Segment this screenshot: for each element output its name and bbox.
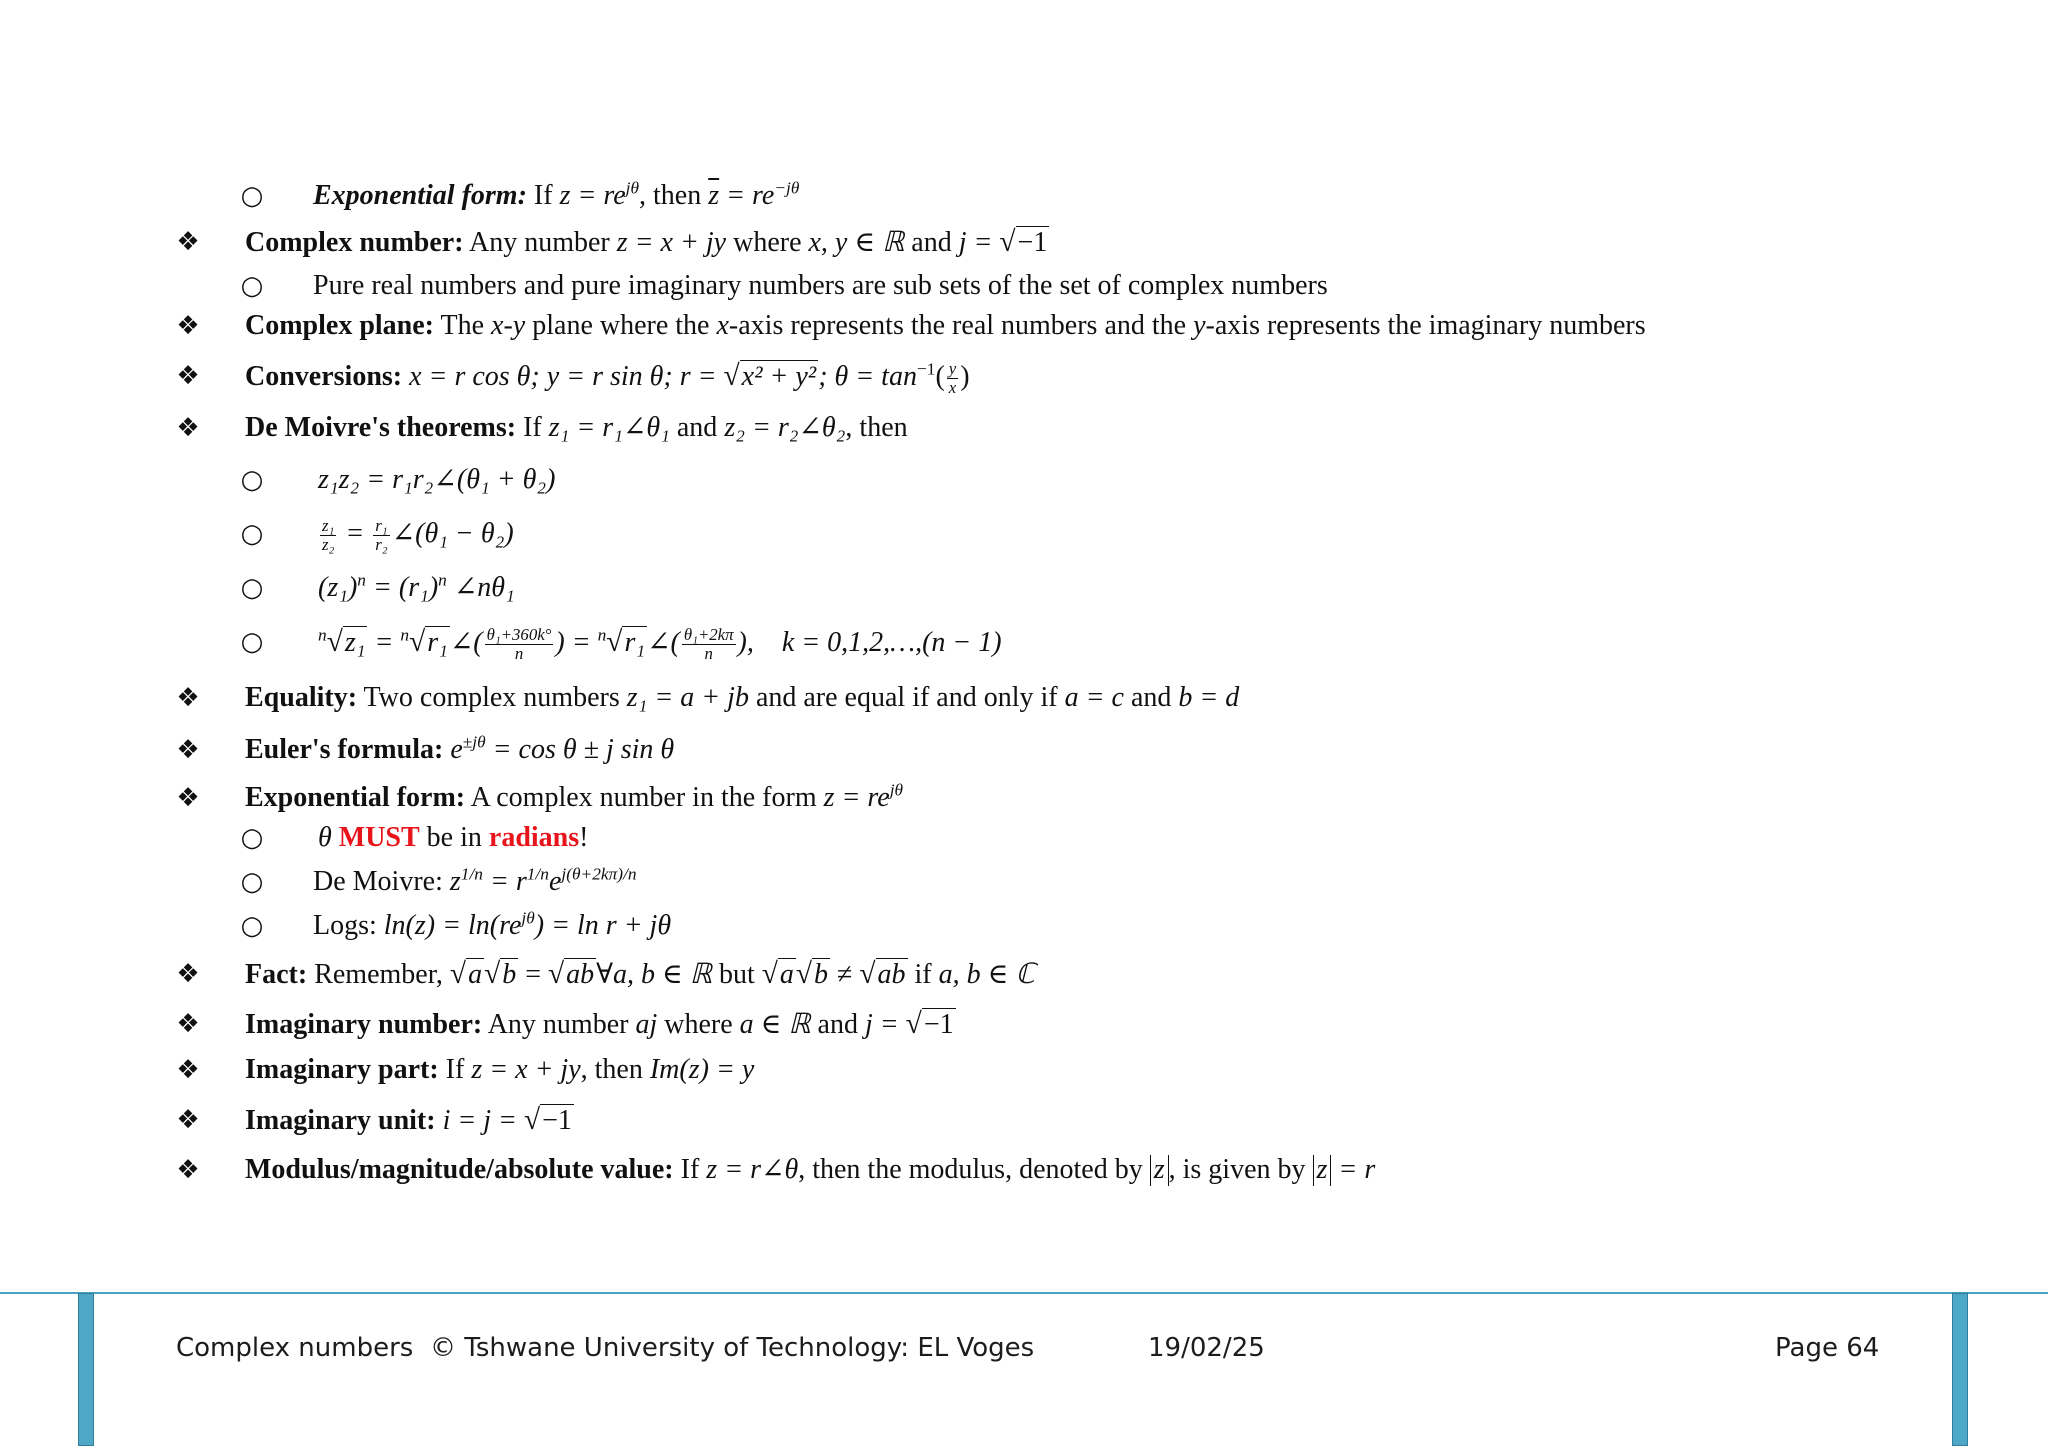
math: a, b ∈ ℂ bbox=[938, 958, 1035, 990]
math: = bbox=[367, 626, 401, 658]
math: z = x + jy bbox=[616, 226, 727, 258]
text: and are equal if and only if bbox=[748, 682, 1065, 713]
footer-date: 19/02/25 bbox=[1148, 1333, 1265, 1363]
math: = cos θ ± j sin θ bbox=[485, 734, 675, 765]
diamond-bullet-icon: ❖ bbox=[176, 683, 200, 713]
text: If bbox=[673, 1154, 707, 1185]
math: = bbox=[564, 626, 598, 658]
text: -axis represents the real numbers and the bbox=[728, 310, 1194, 341]
math: z₁ = r₁∠θ₁ bbox=[548, 412, 670, 443]
text: if bbox=[907, 958, 939, 990]
radicand: −1 bbox=[542, 1104, 572, 1136]
radical: √−1 bbox=[905, 1007, 954, 1040]
math: j = bbox=[958, 226, 1000, 258]
diamond-bullet-icon: ❖ bbox=[176, 1155, 200, 1185]
text: If bbox=[526, 180, 560, 211]
fraction bbox=[485, 626, 554, 662]
circle-bullet-icon: ○ bbox=[240, 181, 264, 211]
radicand: r₁ bbox=[427, 626, 448, 658]
numerator: θ₁+2kπ bbox=[683, 624, 734, 644]
math: ) bbox=[555, 626, 565, 658]
diamond-bullet-icon: ❖ bbox=[176, 311, 200, 341]
footer-title: Complex numbers bbox=[176, 1333, 414, 1363]
math-sup: j(θ+2kπ)/n bbox=[561, 864, 637, 884]
radicand: z₁ bbox=[344, 626, 366, 658]
circle-bullet-icon: ○ bbox=[240, 867, 264, 897]
term-label: Imaginary number: bbox=[245, 1008, 483, 1040]
radicand: a bbox=[779, 958, 794, 990]
math: b = d bbox=[1178, 682, 1240, 713]
text: where bbox=[657, 1008, 740, 1040]
math: ∠( bbox=[449, 626, 483, 658]
fraction bbox=[320, 517, 336, 553]
circle-bullet-icon: ○ bbox=[240, 519, 264, 549]
text: If bbox=[516, 412, 549, 443]
footer-copyright: © Tshwane University of Technology: EL Voges bbox=[430, 1333, 1035, 1363]
radicand: ab bbox=[877, 958, 906, 990]
radical: √b bbox=[484, 957, 517, 990]
footer-left-bar bbox=[78, 1293, 94, 1446]
math: aj bbox=[635, 1008, 658, 1040]
math-sup: jθ bbox=[625, 178, 640, 198]
math: = r bbox=[482, 866, 527, 897]
numerator: y bbox=[948, 358, 957, 378]
text: , is given by bbox=[1168, 1154, 1313, 1185]
text: - bbox=[503, 310, 513, 341]
math: = bbox=[518, 958, 548, 990]
footer-page-number: Page 64 bbox=[1775, 1333, 1880, 1363]
text: and bbox=[904, 226, 959, 258]
radical: √−1 bbox=[523, 1103, 572, 1136]
denominator: r₂ bbox=[375, 535, 388, 555]
radicand: −1 bbox=[923, 1008, 954, 1040]
math-conjugate: $\overline{z}$ bbox=[708, 180, 720, 211]
math-sup: n bbox=[357, 570, 366, 590]
math-sup: n bbox=[438, 570, 447, 590]
text: where bbox=[726, 226, 809, 258]
math: = r bbox=[1331, 1154, 1376, 1185]
fraction bbox=[373, 517, 389, 553]
term-label: Complex plane: bbox=[245, 310, 434, 341]
math: x bbox=[491, 310, 504, 341]
radicand: b bbox=[502, 958, 517, 990]
text: but bbox=[711, 958, 762, 990]
root-index: n bbox=[400, 625, 410, 645]
diamond-bullet-icon: ❖ bbox=[176, 413, 200, 443]
radicand: a bbox=[468, 958, 483, 990]
emphasis-text: MUST bbox=[338, 822, 420, 853]
page-body: ○ Exponential form: If $z = re^{j\theta}$, then $\overline{z} = re^{-j\theta}$ ❖ Complex number: Any number z = x + jy where x, y ∈ ℝ and j = √−1 ○ Pure real numbers and pure imaginary numbers are sub sets of the set of complex numbers ❖ Complex plane: The x-y plane where the x-axis represents the real numbers and the y-axis represents the imaginary numbers ❖ Conversions: x = r cos θ; y = r sin θ; r = √x² + y²; $\theta = \tan^{-1}$( $\frac{y}{x}$ ) ❖ De Moivre's theorems: If z₁ = r₁∠θ₁ and z₂ = r₂∠θ₂, then ○ z₁z₂ = r₁r₂∠(θ₁ + θ₂) ○ $\frac{\text{z₁}}{\text{z₂}}$ = $\frac{\text{r₁}}{\text{r₂}}$ ∠(θ₁ − θ₂) ○ $(z_1)^n = (r_1)^n$ ∠nθ₁ ○ $^n$√z₁ = $^n$√r₁∠( $\frac{\text{θ₁+360k°}}{n}$ ) = $^n$√r₁∠( $\frac{\text{θ₁+2kπ}}{n}$ ), k = 0,1,2,…,(n − 1) ❖ Equality: Two complex numbers z₁ = a + jb and are equal if and only if a = c and b = d ❖ Euler's formula: $e^{\pm j\theta} = \cos \theta \pm j$ sin θ ❖ Exponential form: A complex number in the form $z = re^{j\theta}$ ○ θ MUST be in radians! ○ De Moivre: $z^{1/n} = r^{1/n}e^{j(\theta+2k\pi)/n}$ ○ Logs: $\ln(z) = \ln(re^{j\theta}) = \ln r + j\theta$ ❖ Fact: Remember, √a√b = √ab∀a, b ∈ ℝ but √a√b ≠ √ab if a, b ∈ ℂ ❖ Imaginary number: Any number aj where a ∈ ℝ and j = √−1 ❖ Imaginary part: If z = x + jy, then Im(z) = y ❖ Imaginary unit: i = j = √−1 ❖ Modulus/magnitude/absolute value: If z = r∠θ, then the modulus, denoted by z , is given by z = r bbox=[0, 0, 2048, 1290]
math-sup: 1/n bbox=[460, 864, 483, 884]
text: , then bbox=[639, 180, 709, 211]
radical: √ab bbox=[859, 957, 906, 990]
text: , then bbox=[845, 412, 908, 443]
math: y bbox=[512, 310, 526, 341]
emphasis-text: radians bbox=[488, 822, 580, 853]
fraction bbox=[682, 626, 736, 662]
diamond-bullet-icon: ❖ bbox=[176, 1055, 200, 1085]
term-label: De Moivre's theorems: bbox=[245, 412, 517, 443]
text: -axis represents the imaginary numbers bbox=[1205, 310, 1646, 341]
text: plane where the bbox=[525, 310, 717, 341]
math-sup: 1/n bbox=[526, 864, 549, 884]
math: θ bbox=[318, 822, 332, 853]
diamond-bullet-icon: ❖ bbox=[176, 1009, 200, 1039]
radical: √b bbox=[795, 957, 829, 990]
term-label: Complex number: bbox=[245, 226, 464, 258]
math: a = c bbox=[1064, 682, 1124, 713]
math: = bbox=[338, 518, 372, 549]
term-label: Exponential form: bbox=[245, 782, 466, 813]
diamond-bullet-icon: ❖ bbox=[176, 361, 200, 391]
text: and bbox=[810, 1008, 865, 1040]
text: Logs: bbox=[313, 910, 384, 941]
fraction bbox=[947, 360, 958, 396]
text: Remember, bbox=[307, 958, 450, 990]
math: = (r₁) bbox=[365, 572, 439, 603]
text: A complex number in the form bbox=[465, 782, 824, 813]
text: , then bbox=[580, 1054, 650, 1085]
math: e bbox=[548, 866, 562, 897]
text: and bbox=[1123, 682, 1179, 713]
diamond-bullet-icon: ❖ bbox=[176, 227, 200, 257]
denominator: n bbox=[514, 643, 524, 663]
circle-bullet-icon: ○ bbox=[240, 573, 264, 603]
text: ! bbox=[579, 822, 589, 853]
radical: √r₁ bbox=[606, 625, 646, 658]
denominator: z₂ bbox=[322, 535, 335, 555]
denominator: n bbox=[704, 643, 713, 663]
math: z₂ = r₂∠θ₂ bbox=[724, 412, 846, 443]
math: z bbox=[449, 866, 461, 897]
math: x = r cos θ; y = r sin θ; r = bbox=[409, 360, 724, 392]
math: e bbox=[450, 734, 463, 765]
math: (z₁) bbox=[318, 572, 358, 603]
diamond-bullet-icon: ❖ bbox=[176, 1105, 200, 1135]
math: z₁ = a + jb bbox=[626, 682, 749, 713]
text: Pure real numbers and pure imaginary numbers are sub sets of the set of complex numbers bbox=[313, 270, 1328, 301]
math: x bbox=[716, 310, 729, 341]
root-index: n bbox=[597, 625, 607, 645]
footer-right-bar bbox=[1952, 1293, 1968, 1446]
radicand: −1 bbox=[1017, 226, 1048, 258]
math: j = bbox=[864, 1008, 906, 1040]
radicand: r₁ bbox=[624, 626, 646, 658]
radical: √a bbox=[449, 957, 483, 990]
math: ln(z) = ln(re bbox=[383, 910, 522, 941]
term-label: Conversions: bbox=[245, 360, 403, 392]
term-label: Euler's formula: bbox=[245, 734, 444, 765]
radical: √a bbox=[761, 957, 794, 990]
circle-bullet-icon: ○ bbox=[240, 823, 264, 853]
text: The bbox=[434, 310, 492, 341]
footer-divider bbox=[0, 1292, 2048, 1294]
radical: √x² + y² bbox=[723, 359, 817, 392]
radicand: x² + y² bbox=[741, 360, 817, 392]
math: x, y ∈ ℝ bbox=[808, 226, 905, 258]
text: be in bbox=[419, 822, 489, 853]
math-sup: −jθ bbox=[774, 178, 800, 198]
numerator: θ₁+360k° bbox=[486, 624, 552, 644]
math-sup: −1 bbox=[916, 359, 936, 379]
radicand: b bbox=[814, 958, 829, 990]
text: , then the modulus, denoted by bbox=[798, 1154, 1150, 1185]
text: Any number bbox=[463, 226, 617, 258]
diamond-bullet-icon: ❖ bbox=[176, 959, 200, 989]
circle-bullet-icon: ○ bbox=[240, 465, 264, 495]
text: and bbox=[669, 412, 725, 443]
math: ; θ = tan bbox=[818, 360, 917, 392]
math: k = 0,1,2,…,(n − 1) bbox=[781, 626, 1002, 658]
denominator: x bbox=[948, 377, 957, 397]
term-label: Equality: bbox=[245, 682, 358, 713]
math: Im(z) = y bbox=[649, 1054, 755, 1085]
math-sup: jθ bbox=[521, 908, 535, 928]
term-label: Imaginary part: bbox=[245, 1054, 439, 1085]
math: a ∈ ℝ bbox=[739, 1008, 811, 1040]
math: z = r∠θ bbox=[706, 1154, 799, 1185]
diamond-bullet-icon: ❖ bbox=[176, 783, 200, 813]
term-label: Imaginary unit: bbox=[245, 1104, 436, 1136]
math: ), bbox=[737, 626, 754, 658]
term-label: Modulus/magnitude/absolute value: bbox=[245, 1154, 674, 1185]
diamond-bullet-icon: ❖ bbox=[176, 735, 200, 765]
math: ) = ln r + jθ bbox=[534, 910, 672, 941]
math: y bbox=[1193, 310, 1206, 341]
math: ≠ bbox=[830, 958, 860, 990]
math: ∀a, b ∈ ℝ bbox=[596, 958, 712, 990]
math: z = re bbox=[823, 782, 890, 813]
math-sup: jθ bbox=[889, 780, 904, 800]
root-index: n bbox=[318, 625, 327, 645]
absolute-value: z bbox=[1150, 1155, 1169, 1186]
math: ∠( bbox=[647, 626, 680, 658]
math: ∠nθ₁ bbox=[446, 572, 515, 603]
text: Two complex numbers bbox=[357, 682, 627, 713]
text: De Moivre: bbox=[313, 866, 450, 897]
radicand: ab bbox=[566, 958, 595, 990]
math: z = x + jy bbox=[471, 1054, 581, 1085]
text: Any number bbox=[482, 1008, 636, 1040]
numerator: z₁ bbox=[322, 516, 335, 536]
radical: √−1 bbox=[999, 225, 1048, 258]
term-label: Exponential form: bbox=[313, 180, 527, 211]
math: z = re bbox=[559, 180, 626, 211]
math: ∠(θ₁ − θ₂) bbox=[391, 518, 514, 549]
radical: √r₁ bbox=[409, 625, 448, 658]
radical: √ab bbox=[548, 957, 595, 990]
circle-bullet-icon: ○ bbox=[240, 911, 264, 941]
math: z₁z₂ = r₁r₂∠(θ₁ + θ₂) bbox=[318, 464, 556, 495]
math: = re bbox=[719, 180, 775, 211]
radical: √z₁ bbox=[326, 625, 366, 658]
text: If bbox=[438, 1054, 472, 1085]
numerator: r₁ bbox=[375, 516, 388, 536]
circle-bullet-icon: ○ bbox=[240, 627, 264, 657]
absolute-value: z bbox=[1313, 1155, 1332, 1186]
math: i = j = bbox=[442, 1104, 524, 1136]
math-sup: ±jθ bbox=[462, 732, 486, 752]
circle-bullet-icon: ○ bbox=[240, 271, 264, 301]
term-label: Fact: bbox=[245, 958, 308, 990]
